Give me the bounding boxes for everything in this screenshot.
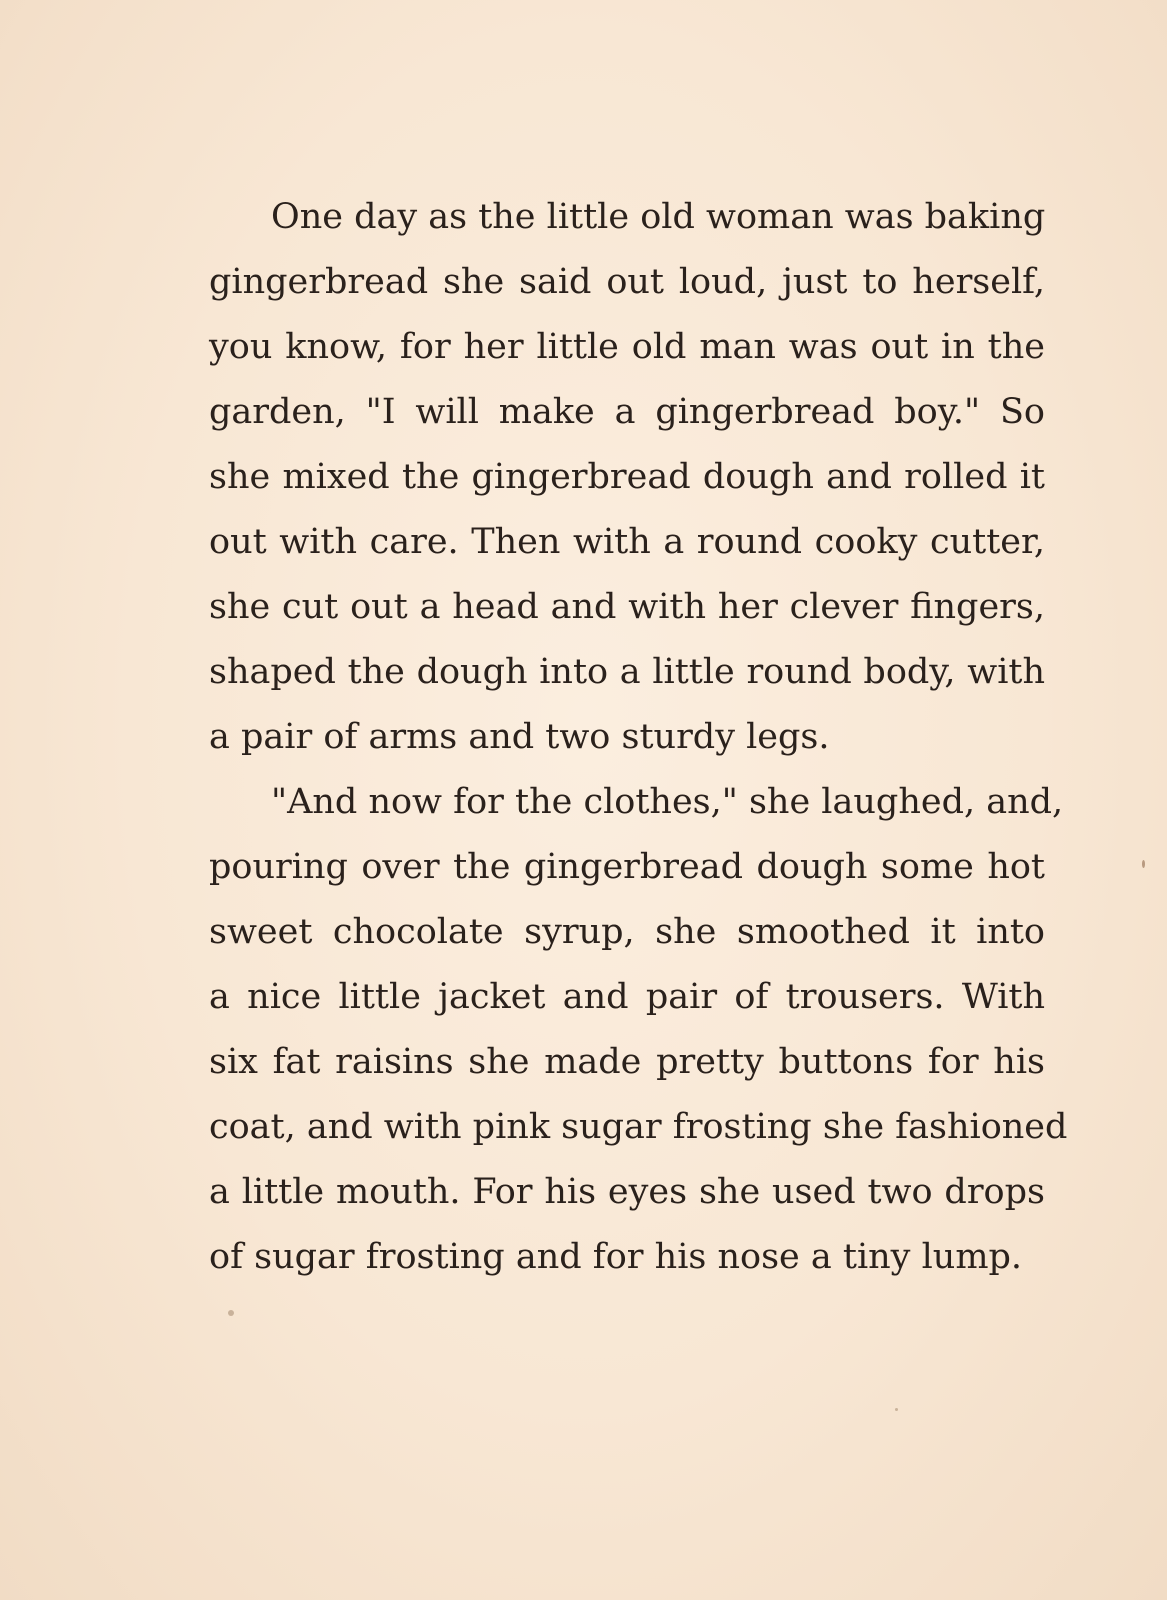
text-line: sweet chocolate syrup, she smoothed it into [209, 912, 1045, 952]
text-line: you know, for her little old man was out in the [209, 327, 1045, 367]
text-line: shaped the dough into a little round body, with [209, 652, 1045, 692]
text-line: a little mouth. For his eyes she used two drops [209, 1172, 1045, 1212]
text-line: a nice little jacket and pair of trousers. With [209, 977, 1045, 1017]
text-line: out with care. Then with a round cooky cutter, [209, 522, 1045, 562]
text-line: six fat raisins she made pretty buttons for his [209, 1042, 1045, 1082]
text-line: she mixed the gingerbread dough and rolled it [209, 457, 1045, 497]
text-line: "And now for the clothes," she laughed, and, [271, 782, 1064, 822]
text-line: coat, and with pink sugar frosting she fashioned [209, 1107, 1068, 1147]
text-line: One day as the little old woman was baking [271, 197, 1046, 237]
paper-speck [895, 1408, 898, 1411]
text-line: of sugar frosting and for his nose a tiny lump. [209, 1237, 1023, 1277]
story-text [209, 185, 1068, 1290]
paper-speck [228, 1310, 234, 1316]
text-line: pouring over the gingerbread dough some hot [209, 847, 1045, 887]
paragraph-1 [209, 185, 1045, 770]
paper-speck [1142, 860, 1145, 868]
text-line: garden, "I will make a gingerbread boy." So [209, 392, 1045, 432]
text-line: a pair of arms and two sturdy legs. [209, 717, 830, 757]
text-line: she cut out a head and with her clever fingers, [209, 587, 1045, 627]
text-line: gingerbread she said out loud, just to herself, [209, 262, 1045, 302]
paragraph-2 [209, 770, 1068, 1290]
